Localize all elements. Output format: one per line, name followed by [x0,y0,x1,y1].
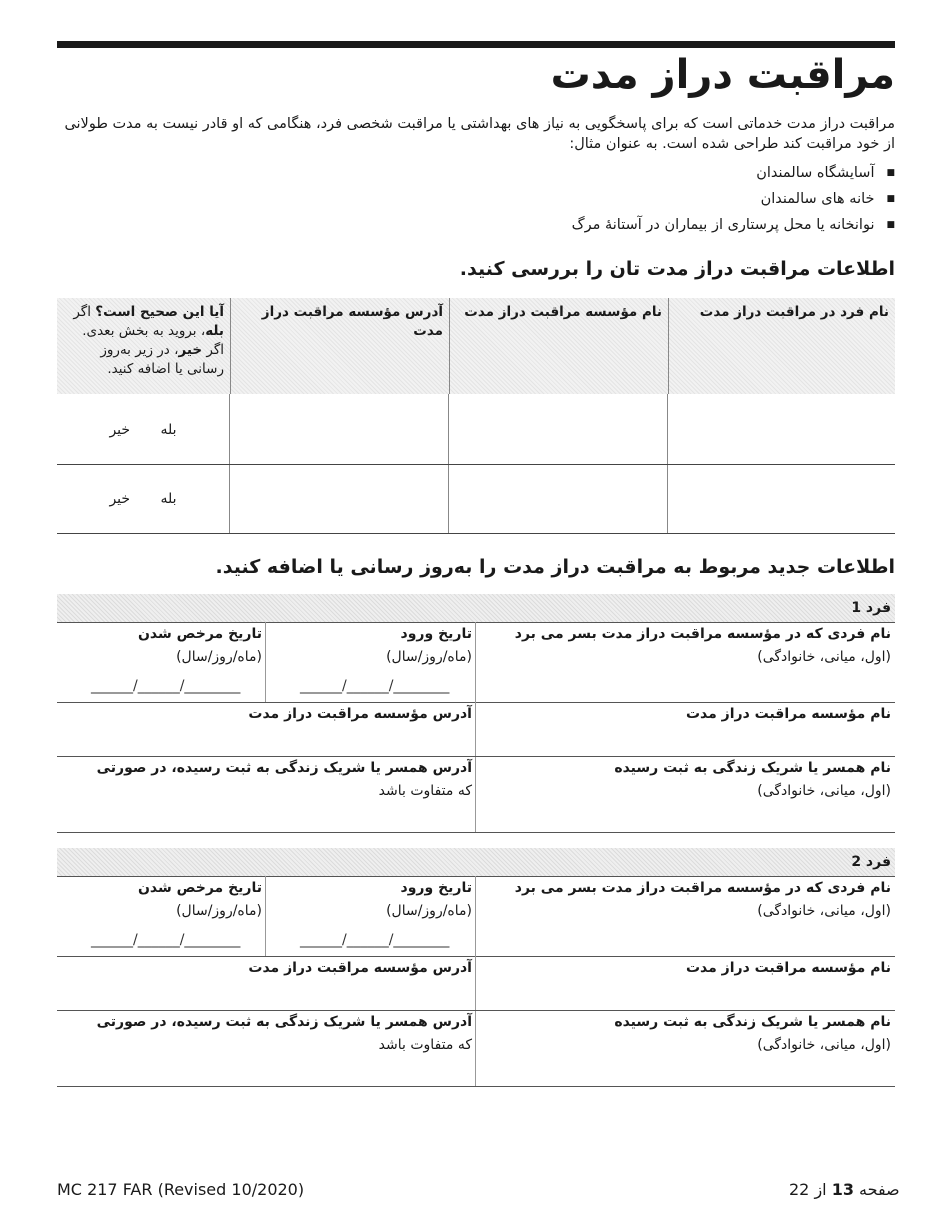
name-format-hint: (اول، میانی، خانوادگی) [757,783,891,799]
yes-option[interactable]: بله [160,422,177,438]
person-1-block [57,594,895,834]
date-format-hint: (ماه/روز/سال) [386,903,472,919]
entry-date-label: تاریخ ورود [400,880,472,896]
person-2-block [57,848,895,1088]
spouse-address-label: آدرس همسر یا شریک زندگی به ثبت رسیده، در صورتی [96,1014,472,1030]
review-heading: اطلاعات مراقبت دراز مدت تان را بررسی کنید. [459,258,895,280]
form-id: MC 217 FAR (Revised 10/2020) [57,1180,305,1199]
date-format-hint: (ماه/روز/سال) [386,649,472,665]
entry-date-label: تاریخ ورود [400,626,472,642]
list-item: ■ خانه های سالمندان [572,189,895,215]
list-item: ■ آسایشگاه سالمندان [572,163,895,189]
form-page [57,0,895,1230]
discharge-date-field[interactable]: ______/______/________ [91,932,241,948]
facility-name-label: نام مؤسسه مراقبت دراز مدت [685,960,891,976]
facility-name-label: نام مؤسسه مراقبت دراز مدت [685,706,891,722]
name-format-hint: (اول، میانی، خانوادگی) [757,649,891,665]
yes-no-choice[interactable] [57,491,229,507]
no-option[interactable]: خیر [109,422,131,438]
examples-list [572,163,895,241]
person-name-label: نام فردی که در مؤسسه مراقبت دراز مدت بسر می برد [514,880,891,896]
top-rule [57,41,895,48]
spouse-name-label: نام همسر یا شریک زندگی به ثبت رسیده [614,760,891,776]
page-number: صفحه 13 از 22 [789,1180,900,1199]
date-format-hint: (ماه/روز/سال) [176,649,262,665]
intro-paragraph: مراقبت دراز مدت خدماتی است که برای پاسخگویی به نیاز های بهداشتی یا مراقبت شخصی فرد، هنگامی که او قادر نیست به مدت طولانی از خود مراقبت کند طراحی شده است. به عنوان مثال: [64,116,895,152]
spouse-address-hint: که متفاوت باشد [378,783,472,799]
person-label: فرد 2 [851,854,891,870]
review-table [57,298,895,534]
spouse-name-label: نام همسر یا شریک زندگی به ثبت رسیده [614,1014,891,1030]
no-option[interactable]: خیر [109,491,131,507]
column-header: نام فرد در مراقبت دراز مدت [668,298,895,394]
entry-date-field[interactable]: ______/______/________ [300,678,450,694]
list-item: ■ نوانخانه یا محل پرستاری از بیماران در آستانهٔ مرگ [572,215,895,241]
spouse-address-hint: که متفاوت باشد [378,1037,472,1053]
column-header: آدرس مؤسسه مراقبت دراز مدت [230,298,449,394]
column-header: نام مؤسسه مراقبت دراز مدت [449,298,668,394]
facility-address-label: آدرس مؤسسه مراقبت دراز مدت [248,960,472,976]
entry-date-field[interactable]: ______/______/________ [300,932,450,948]
discharge-date-label: تاریخ مرخص شدن [137,626,262,642]
update-heading: اطلاعات جدید مربوط به مراقبت دراز مدت را به‌روز رسانی یا اضافه کنید. [215,556,895,578]
spouse-address-label: آدرس همسر یا شریک زندگی به ثبت رسیده، در صورتی [96,760,472,776]
person-name-label: نام فردی که در مؤسسه مراقبت دراز مدت بسر می برد [514,626,891,642]
page-title: مراقبت دراز مدت [550,52,895,98]
person-label: فرد 1 [851,600,891,616]
discharge-date-field[interactable]: ______/______/________ [91,678,241,694]
yes-option[interactable]: بله [160,491,177,507]
date-format-hint: (ماه/روز/سال) [176,903,262,919]
yes-no-choice[interactable] [57,422,229,438]
discharge-date-label: تاریخ مرخص شدن [137,880,262,896]
column-header: آیا این صحیح است؟ اگر بله، بروید به بخش بعدی. اگر خیر، در زیر به‌روز رسانی یا اضافه کنید. [57,298,230,394]
name-format-hint: (اول، میانی، خانوادگی) [757,903,891,919]
facility-address-label: آدرس مؤسسه مراقبت دراز مدت [248,706,472,722]
name-format-hint: (اول، میانی، خانوادگی) [757,1037,891,1053]
